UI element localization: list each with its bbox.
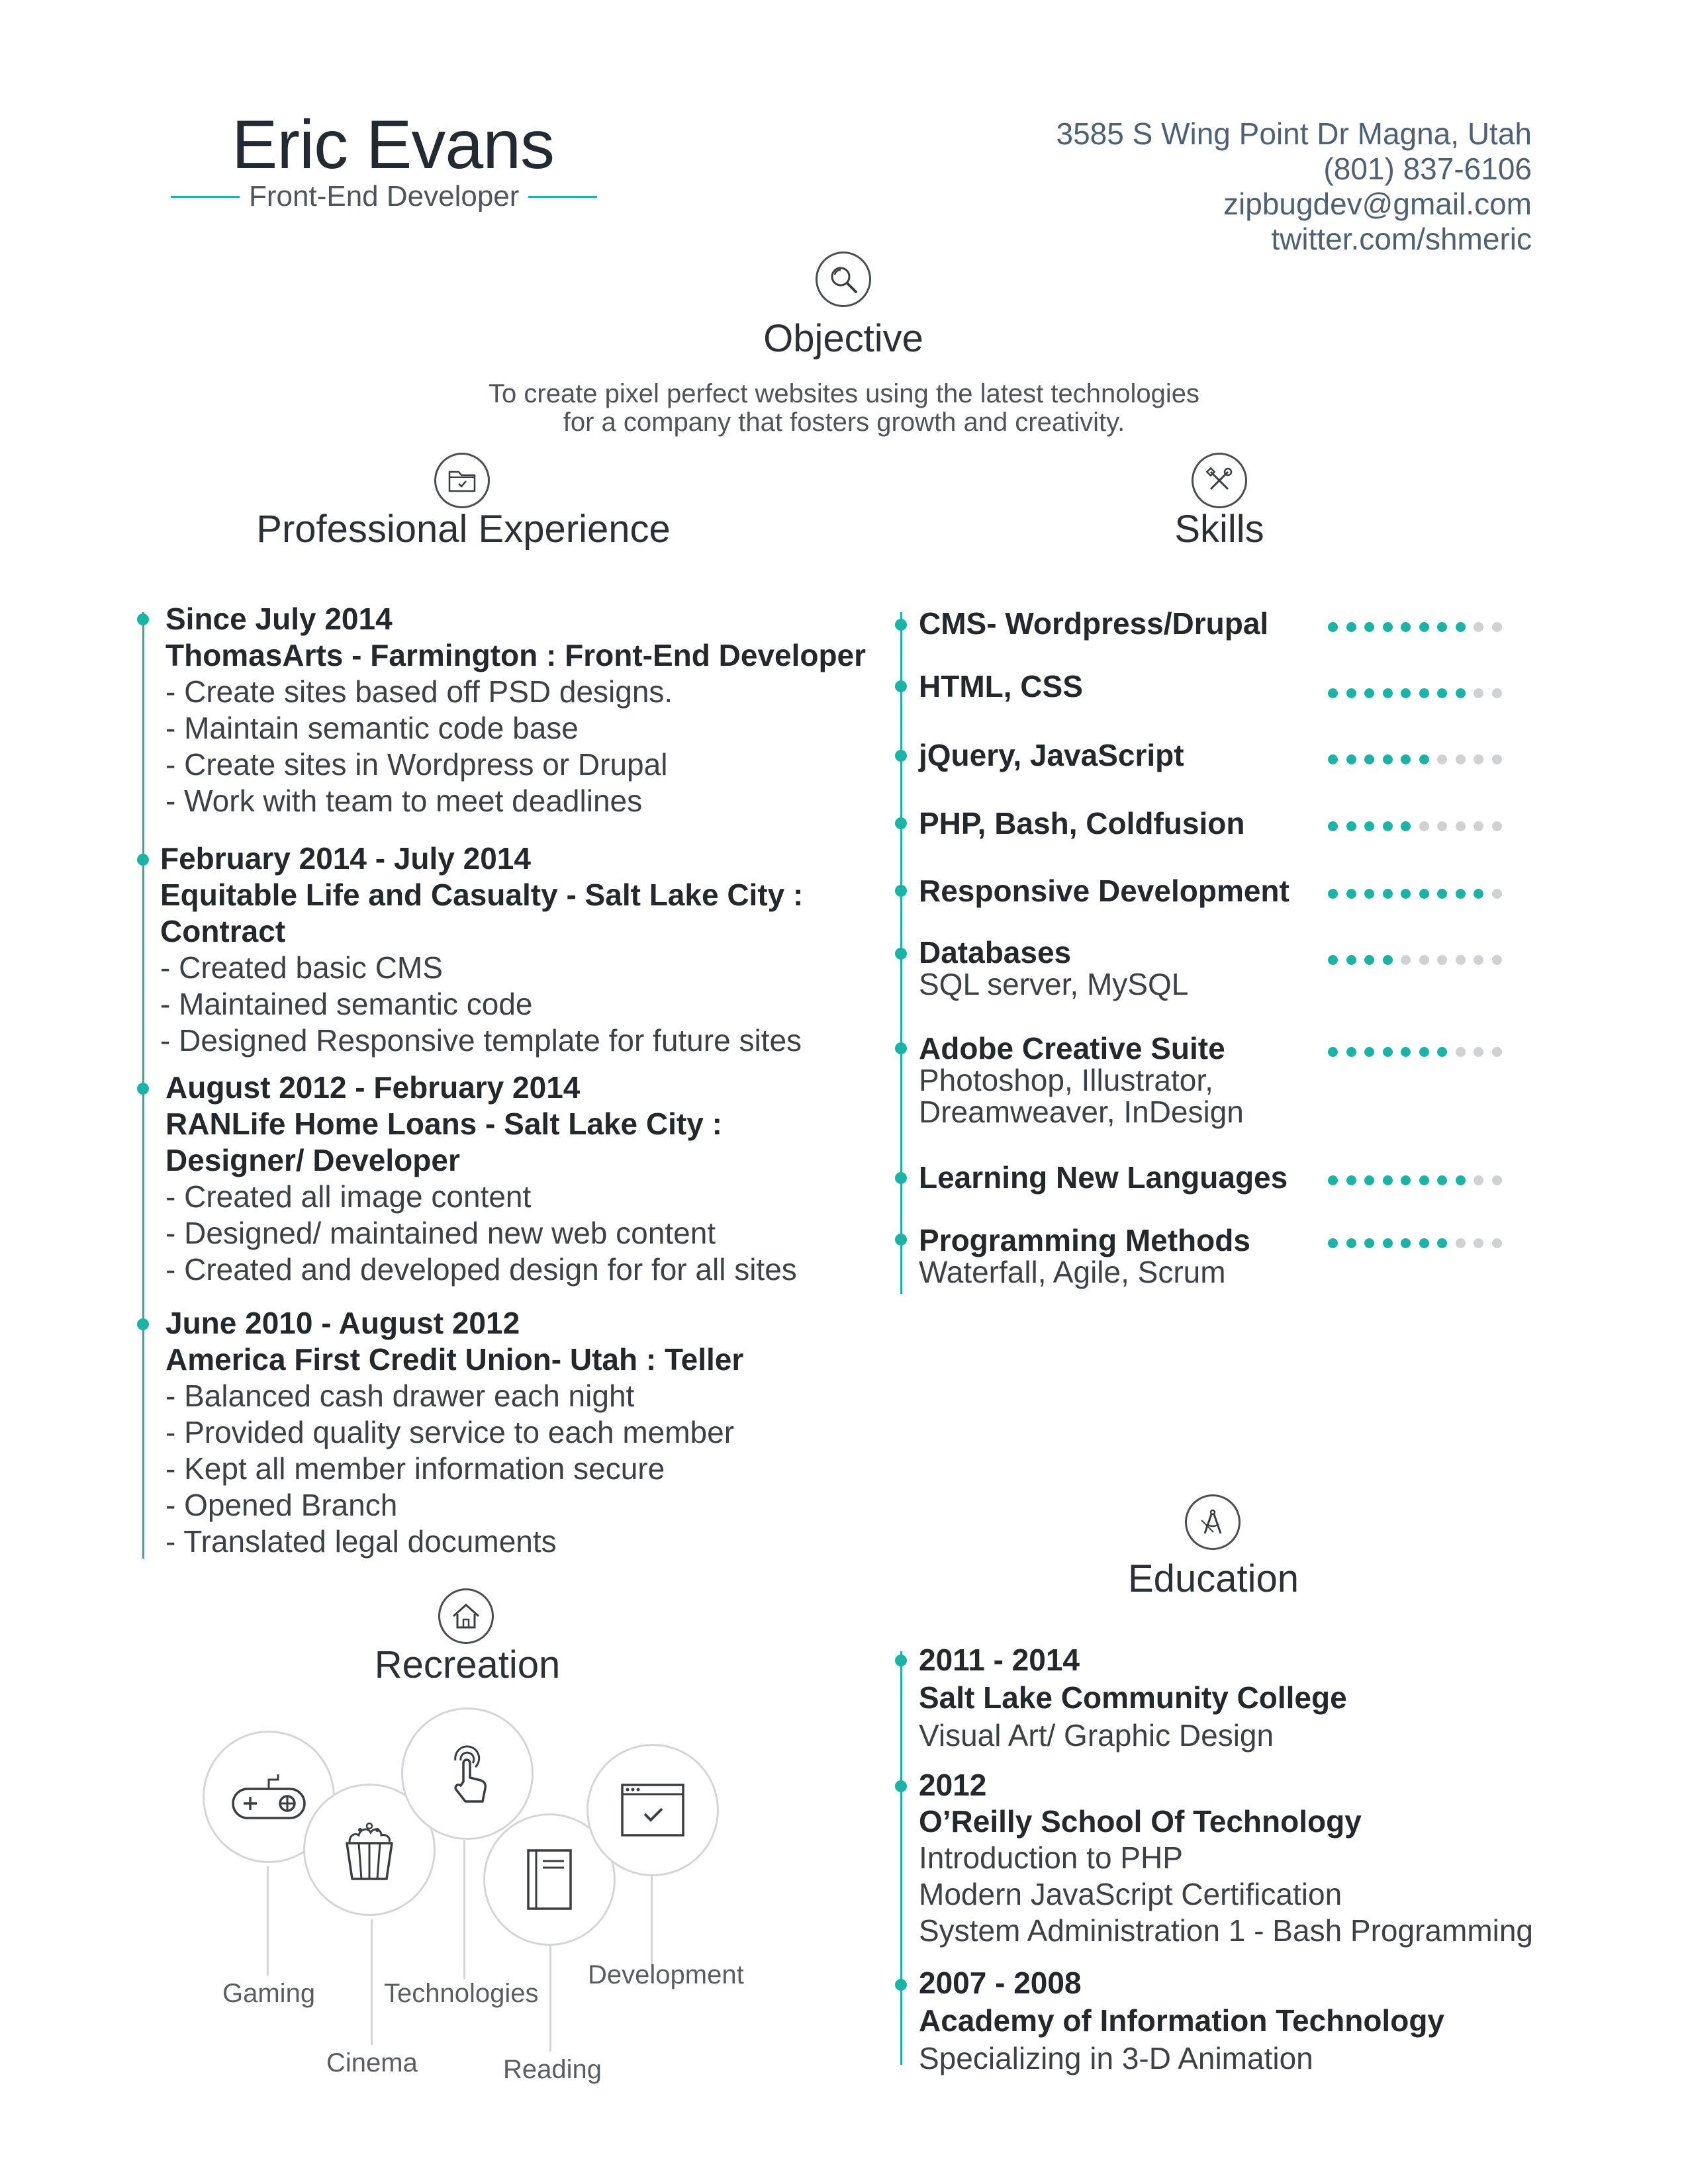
timeline-dot bbox=[895, 680, 907, 692]
experience-item: - Created and developed design for for all sites bbox=[165, 1252, 797, 1287]
recreation-label-development: Development bbox=[588, 1960, 744, 1989]
experience-item: - Designed Responsive template for future sites bbox=[160, 1023, 802, 1058]
rating-dot-filled bbox=[1383, 1047, 1393, 1057]
experience-item: - Provided quality service to each member bbox=[165, 1415, 735, 1449]
experience-item: - Translated legal documents bbox=[165, 1524, 557, 1559]
timeline-dot bbox=[137, 854, 149, 866]
skill-rating bbox=[1328, 821, 1502, 831]
rating-dot-empty bbox=[1474, 955, 1483, 965]
timeline-dot bbox=[137, 1083, 149, 1095]
role-rule-right bbox=[528, 196, 597, 198]
rating-dot-filled bbox=[1437, 622, 1447, 632]
skill-rating bbox=[1328, 1238, 1502, 1248]
rating-dot-filled bbox=[1419, 754, 1429, 764]
experience-item: - Maintained semantic code bbox=[160, 987, 533, 1021]
rating-dot-filled bbox=[1401, 754, 1411, 764]
rating-dot-filled bbox=[1419, 688, 1429, 698]
experience-item: - Create sites in Wordpress or Drupal bbox=[165, 747, 668, 782]
education-timeline bbox=[900, 1651, 902, 2065]
skill-rating bbox=[1328, 754, 1502, 764]
timeline-dot bbox=[895, 1979, 907, 1991]
education-item: Introduction to PHP bbox=[919, 1841, 1183, 1875]
rating-dot-empty bbox=[1492, 1238, 1502, 1248]
skill-name: PHP, Bash, Coldfusion bbox=[919, 806, 1245, 841]
rating-dot-filled bbox=[1346, 821, 1356, 831]
rating-dot-filled bbox=[1364, 889, 1374, 899]
rating-dot-filled bbox=[1419, 1047, 1429, 1057]
skills-title: Skills bbox=[1174, 508, 1264, 551]
timeline-dot bbox=[895, 1172, 907, 1184]
experience-heading: RANLife Home Loans - Salt Lake City : bbox=[165, 1107, 722, 1141]
education-date: 2011 - 2014 bbox=[919, 1643, 1080, 1677]
rating-dot-filled bbox=[1456, 688, 1466, 698]
experience-date: Since July 2014 bbox=[165, 602, 393, 636]
rating-dot-filled bbox=[1383, 1175, 1393, 1185]
rating-dot-empty bbox=[1492, 688, 1502, 698]
rating-dot-empty bbox=[1401, 955, 1411, 965]
education-date: 2012 bbox=[919, 1768, 987, 1802]
skill-item bbox=[919, 670, 1083, 702]
rating-dot-filled bbox=[1364, 955, 1374, 965]
browser-check-icon bbox=[620, 1782, 686, 1838]
rating-dot-filled bbox=[1328, 821, 1338, 831]
rating-dot-filled bbox=[1364, 754, 1374, 764]
rating-dot-filled bbox=[1328, 955, 1338, 965]
experience-item: - Created basic CMS bbox=[160, 950, 443, 985]
rating-dot-empty bbox=[1492, 622, 1502, 632]
folder-icon bbox=[434, 453, 490, 508]
rating-dot-filled bbox=[1383, 955, 1393, 965]
skill-detail: Photoshop, Illustrator, bbox=[919, 1063, 1213, 1097]
education-item: Visual Art/ Graphic Design bbox=[919, 1718, 1274, 1752]
rating-dot-empty bbox=[1456, 754, 1466, 764]
rating-dot-filled bbox=[1456, 622, 1466, 632]
rating-dot-empty bbox=[1474, 754, 1483, 764]
skill-item bbox=[919, 807, 1244, 839]
rating-dot-filled bbox=[1328, 889, 1338, 899]
rating-dot-filled bbox=[1383, 688, 1393, 698]
experience-item: - Created all image content bbox=[165, 1179, 532, 1214]
experience-item: - Balanced cash drawer each night bbox=[165, 1379, 635, 1413]
rating-dot-filled bbox=[1437, 1175, 1447, 1185]
education-school: Academy of Information Technology bbox=[919, 2003, 1444, 2038]
skill-rating bbox=[1328, 889, 1502, 899]
timeline-dot bbox=[137, 614, 149, 625]
timeline-dot bbox=[895, 1780, 907, 1792]
rating-dot-filled bbox=[1401, 821, 1411, 831]
experience-item: - Kept all member information secure bbox=[165, 1451, 665, 1486]
experience-heading: Designer/ Developer bbox=[165, 1143, 460, 1177]
experience-title: Professional Experience bbox=[256, 508, 671, 551]
rating-dot-filled bbox=[1401, 1175, 1411, 1185]
rating-dot-empty bbox=[1492, 1175, 1502, 1185]
rating-dot-filled bbox=[1419, 622, 1429, 632]
rating-dot-empty bbox=[1474, 622, 1483, 632]
touch-icon bbox=[441, 1741, 494, 1807]
education-item: Modern JavaScript Certification bbox=[919, 1877, 1342, 1911]
recreation-title: Recreation bbox=[374, 1643, 561, 1686]
rating-dot-empty bbox=[1456, 955, 1466, 965]
education-school: O’Reilly School Of Technology bbox=[919, 1804, 1362, 1839]
timeline-dot bbox=[895, 619, 907, 631]
contact-phone: (801) 837-6106 bbox=[1323, 152, 1532, 186]
objective-line: for a company that fosters growth and creativity. bbox=[563, 408, 1125, 437]
rating-dot-filled bbox=[1437, 1238, 1447, 1248]
education-entry bbox=[919, 1767, 1533, 1949]
contact-twitter[interactable]: twitter.com/shmeric bbox=[1271, 222, 1532, 256]
skill-detail: SQL server, MySQL bbox=[919, 967, 1189, 1001]
skill-item bbox=[919, 739, 1184, 771]
rating-dot-filled bbox=[1346, 688, 1356, 698]
skill-name: Databases bbox=[919, 935, 1072, 970]
rating-dot-filled bbox=[1383, 821, 1393, 831]
rating-dot-filled bbox=[1401, 688, 1411, 698]
skill-name: Learning New Languages bbox=[919, 1160, 1288, 1195]
experience-item: - Designed/ maintained new web content bbox=[165, 1216, 716, 1250]
education-item: Specializing in 3-D Animation bbox=[919, 2041, 1313, 2075]
contact-address: 3585 S Wing Point Dr Magna, Utah bbox=[1056, 116, 1532, 151]
name: Eric Evans bbox=[232, 107, 555, 183]
connector-line bbox=[267, 1866, 269, 1976]
role-rule-left bbox=[171, 196, 240, 198]
skill-item bbox=[919, 875, 1289, 907]
skill-item bbox=[919, 1161, 1288, 1193]
connector-line bbox=[371, 1919, 373, 2045]
skill-item bbox=[919, 1224, 1250, 1288]
timeline-dot bbox=[895, 750, 907, 762]
education-title: Education bbox=[1128, 1557, 1299, 1600]
experience-entry bbox=[165, 1305, 743, 1560]
rating-dot-filled bbox=[1328, 754, 1338, 764]
experience-heading: Equitable Life and Casualty - Salt Lake City : bbox=[160, 878, 804, 912]
skill-rating bbox=[1328, 955, 1502, 965]
recreation-label-gaming: Gaming bbox=[222, 1979, 316, 2008]
rating-dot-filled bbox=[1364, 622, 1374, 632]
experience-item: - Create sites based off PSD designs. bbox=[165, 674, 673, 709]
rating-dot-empty bbox=[1492, 955, 1502, 965]
rating-dot-filled bbox=[1401, 622, 1411, 632]
development-circle bbox=[586, 1744, 719, 1876]
skill-name: Adobe Creative Suite bbox=[919, 1031, 1225, 1066]
rating-dot-filled bbox=[1456, 1175, 1466, 1185]
role: Front-End Developer bbox=[249, 180, 520, 212]
skill-name: Programming Methods bbox=[919, 1223, 1250, 1257]
rating-dot-empty bbox=[1474, 1047, 1483, 1057]
timeline-dot bbox=[895, 1234, 907, 1246]
rating-dot-filled bbox=[1437, 688, 1447, 698]
rating-dot-filled bbox=[1364, 688, 1374, 698]
rating-dot-empty bbox=[1474, 821, 1483, 831]
recreation-label-cinema: Cinema bbox=[326, 2048, 418, 2077]
rating-dot-empty bbox=[1492, 889, 1502, 899]
experience-entry bbox=[165, 1069, 797, 1288]
skill-item bbox=[919, 608, 1268, 639]
rating-dot-filled bbox=[1346, 1047, 1356, 1057]
rating-dot-filled bbox=[1346, 622, 1356, 632]
rating-dot-filled bbox=[1474, 889, 1483, 899]
skill-detail: Waterfall, Agile, Scrum bbox=[919, 1255, 1226, 1289]
rating-dot-filled bbox=[1401, 889, 1411, 899]
education-entry bbox=[919, 1964, 1444, 2077]
experience-item: - Maintain semantic code base bbox=[165, 711, 579, 745]
rating-dot-empty bbox=[1456, 821, 1466, 831]
skill-rating bbox=[1328, 622, 1502, 632]
skill-detail: Dreamweaver, InDesign bbox=[919, 1095, 1244, 1129]
experience-date: February 2014 - July 2014 bbox=[160, 841, 531, 876]
experience-heading: Contract bbox=[160, 914, 286, 948]
skill-name: CMS- Wordpress/Drupal bbox=[919, 606, 1269, 641]
rating-dot-filled bbox=[1383, 889, 1393, 899]
experience-item: - Work with team to meet deadlines bbox=[165, 784, 643, 818]
skill-name: Responsive Development bbox=[919, 874, 1289, 908]
rating-dot-filled bbox=[1437, 1047, 1447, 1057]
objective-line: To create pixel perfect websites using the latest technologies bbox=[489, 379, 1199, 408]
experience-heading: America First Credit Union- Utah : Teller bbox=[165, 1342, 744, 1377]
timeline-dot bbox=[895, 948, 907, 960]
rating-dot-filled bbox=[1328, 1238, 1338, 1248]
rating-dot-filled bbox=[1456, 889, 1466, 899]
education-item: System Administration 1 - Bash Programming bbox=[919, 1913, 1534, 1948]
education-school: Salt Lake Community College bbox=[919, 1680, 1347, 1715]
skill-rating bbox=[1328, 688, 1502, 698]
recreation-label-reading: Reading bbox=[503, 2055, 602, 2084]
rating-dot-empty bbox=[1492, 1047, 1502, 1057]
rating-dot-filled bbox=[1346, 1175, 1356, 1185]
skill-item bbox=[919, 1032, 1244, 1128]
skill-item bbox=[919, 936, 1188, 1000]
rating-dot-empty bbox=[1474, 1175, 1483, 1185]
rating-dot-filled bbox=[1328, 1175, 1338, 1185]
rating-dot-empty bbox=[1456, 1238, 1466, 1248]
experience-heading: ThomasArts - Farmington : Front-End Developer bbox=[165, 638, 867, 672]
rating-dot-filled bbox=[1364, 1047, 1374, 1057]
rating-dot-filled bbox=[1383, 1238, 1393, 1248]
rating-dot-filled bbox=[1401, 1238, 1411, 1248]
contact-info bbox=[1056, 116, 1532, 257]
connector-line bbox=[651, 1873, 653, 1966]
rating-dot-filled bbox=[1364, 821, 1374, 831]
home-icon bbox=[438, 1588, 494, 1644]
experience-item: - Opened Branch bbox=[165, 1488, 398, 1522]
search-icon bbox=[816, 251, 871, 307]
rating-dot-empty bbox=[1419, 955, 1429, 965]
technologies-circle bbox=[401, 1707, 534, 1840]
rating-dot-filled bbox=[1346, 1238, 1356, 1248]
experience-entry bbox=[165, 601, 866, 819]
book-icon bbox=[523, 1846, 576, 1913]
compass-icon bbox=[1185, 1494, 1241, 1550]
rating-dot-filled bbox=[1419, 889, 1429, 899]
rating-dot-filled bbox=[1383, 754, 1393, 764]
rating-dot-empty bbox=[1437, 754, 1447, 764]
rating-dot-filled bbox=[1419, 1175, 1429, 1185]
education-entry bbox=[919, 1641, 1347, 1754]
rating-dot-empty bbox=[1456, 1047, 1466, 1057]
timeline-dot bbox=[895, 885, 907, 897]
rating-dot-filled bbox=[1328, 622, 1338, 632]
tools-icon bbox=[1192, 453, 1247, 508]
rating-dot-empty bbox=[1437, 955, 1447, 965]
timeline-dot bbox=[895, 1655, 907, 1666]
skill-rating bbox=[1328, 1047, 1502, 1057]
rating-dot-filled bbox=[1437, 889, 1447, 899]
gamepad-icon bbox=[229, 1770, 308, 1823]
rating-dot-empty bbox=[1419, 821, 1429, 831]
objective-text bbox=[331, 380, 1357, 437]
rating-dot-filled bbox=[1328, 688, 1338, 698]
objective-title: Objective bbox=[763, 317, 923, 360]
role-line bbox=[171, 180, 597, 213]
rating-dot-empty bbox=[1492, 754, 1502, 764]
rating-dot-empty bbox=[1437, 821, 1447, 831]
rating-dot-filled bbox=[1401, 1047, 1411, 1057]
experience-entry bbox=[160, 841, 803, 1059]
connector-line bbox=[463, 1840, 465, 1979]
rating-dot-empty bbox=[1474, 1238, 1483, 1248]
rating-dot-filled bbox=[1328, 1047, 1338, 1057]
skill-name: jQuery, JavaScript bbox=[919, 738, 1184, 772]
timeline-dot bbox=[137, 1318, 149, 1330]
rating-dot-empty bbox=[1474, 688, 1483, 698]
rating-dot-filled bbox=[1419, 1238, 1429, 1248]
rating-dot-filled bbox=[1346, 955, 1356, 965]
skill-rating bbox=[1328, 1175, 1502, 1185]
rating-dot-filled bbox=[1346, 754, 1356, 764]
rating-dot-empty bbox=[1492, 821, 1502, 831]
timeline-dot bbox=[895, 817, 907, 829]
experience-date: June 2010 - August 2012 bbox=[165, 1306, 520, 1340]
education-date: 2007 - 2008 bbox=[919, 1966, 1082, 2000]
rating-dot-filled bbox=[1383, 622, 1393, 632]
popcorn-icon bbox=[343, 1817, 396, 1883]
rating-dot-filled bbox=[1364, 1238, 1374, 1248]
connector-line bbox=[549, 1942, 551, 2052]
rating-dot-filled bbox=[1346, 889, 1356, 899]
timeline-dot bbox=[895, 1042, 907, 1054]
rating-dot-filled bbox=[1364, 1175, 1374, 1185]
experience-date: August 2012 - February 2014 bbox=[165, 1070, 581, 1105]
contact-email[interactable]: zipbugdev@gmail.com bbox=[1223, 187, 1532, 221]
recreation-label-technologies: Technologies bbox=[384, 1979, 539, 2008]
skill-name: HTML, CSS bbox=[919, 669, 1083, 704]
